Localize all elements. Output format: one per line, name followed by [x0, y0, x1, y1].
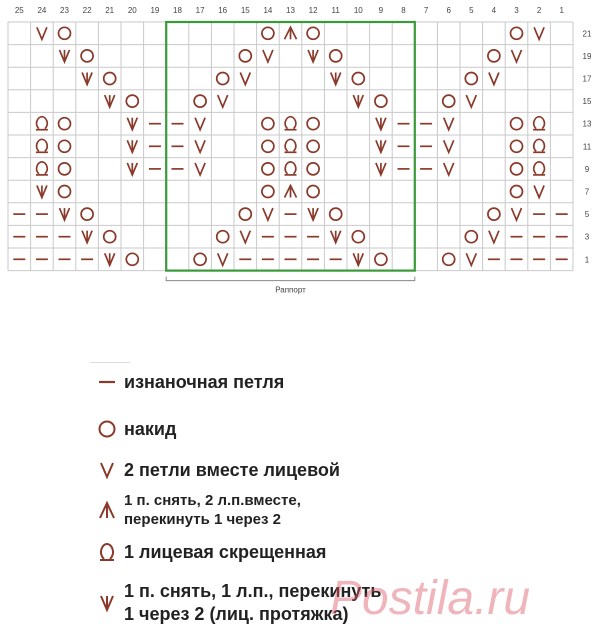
k2tog-mark: [240, 73, 250, 85]
column-number: 11: [331, 6, 340, 15]
yarnover-mark: [307, 27, 319, 39]
column-number: 20: [127, 6, 137, 15]
yarnover-mark: [59, 140, 71, 152]
column-number: 25: [14, 6, 24, 15]
yarnover-mark: [330, 50, 342, 62]
column-number: 18: [173, 6, 182, 15]
yarnover-mark: [262, 27, 274, 39]
yarnover-mark: [307, 140, 319, 152]
yarnover-mark: [217, 231, 229, 243]
yarnover-mark: [511, 186, 523, 198]
k2tog-mark: [195, 140, 205, 152]
chart-grid: [0, 0, 600, 300]
column-number: 2: [536, 6, 542, 15]
yarnover-mark: [217, 73, 229, 85]
twisted-knit-mark: [37, 117, 48, 129]
twisted-knit-mark: [37, 139, 48, 151]
yarnover-mark: [443, 253, 455, 265]
yarnover-mark: [126, 95, 138, 107]
yarnover-mark: [352, 231, 364, 243]
k2tog-mark: [534, 27, 544, 39]
legend-label-decrease-line1: 1 п. снять, 2 л.п.вместе,: [124, 492, 301, 509]
v-k2tog-icon: [90, 455, 124, 485]
yarnover-mark: [511, 27, 523, 39]
yarnover-mark: [239, 50, 251, 62]
k2tog-mark: [195, 163, 205, 175]
twisted-knit-mark: [285, 162, 296, 174]
yarnover-mark: [488, 208, 500, 220]
row-number: 19: [582, 51, 592, 61]
row-number: 17: [582, 74, 592, 84]
yarnover-mark: [262, 186, 274, 198]
column-number: 15: [240, 6, 250, 15]
yarnover-mark: [262, 118, 274, 130]
k2tog-mark: [466, 253, 476, 265]
k2tog-mark: [512, 208, 522, 220]
row-number: 1: [584, 255, 590, 265]
yarnover-mark: [59, 163, 71, 175]
column-number: 24: [37, 6, 47, 15]
yarnover-mark: [81, 208, 93, 220]
yarnover-mark: [511, 118, 523, 130]
column-number: 13: [286, 6, 295, 15]
legend-label-twisted: 1 лицевая скрещенная: [124, 541, 327, 562]
yarnover-mark: [59, 118, 71, 130]
yarnover-mark: [307, 186, 319, 198]
row-number: 9: [584, 164, 590, 174]
yarnover-mark: [375, 95, 387, 107]
legend-label-yarnover: накид: [124, 418, 177, 439]
k2tog-mark: [263, 50, 273, 62]
row-number: 21: [582, 29, 592, 39]
knitting-chart: [0, 0, 600, 300]
yarnover-mark: [262, 140, 274, 152]
k2tog-mark: [534, 186, 544, 198]
row-number: 7: [584, 187, 590, 197]
yarnover-mark: [352, 73, 364, 85]
yarnover-mark: [465, 231, 477, 243]
column-number: 9: [378, 6, 384, 15]
yarnover-mark: [81, 50, 93, 62]
yarnover-mark: [194, 95, 206, 107]
k2tog-mark: [263, 208, 273, 220]
yarnover-mark: [194, 253, 206, 265]
yarnover-mark: [126, 253, 138, 265]
watermark-logo: [330, 568, 600, 628]
yarnover-mark: [262, 163, 274, 175]
column-number: 1: [559, 6, 564, 15]
column-number: 23: [60, 6, 69, 15]
yarnover-mark: [307, 118, 319, 130]
yarnover-mark: [330, 208, 342, 220]
yarnover-mark: [104, 231, 116, 243]
column-number: 10: [353, 6, 363, 15]
yarnover-mark: [59, 186, 71, 198]
column-number: 22: [82, 6, 92, 15]
row-number: 15: [582, 97, 592, 107]
legend-item-yarnover: [90, 414, 176, 444]
legend-item-twisted: [90, 537, 326, 567]
column-number: 6: [446, 6, 451, 15]
k2tog-mark: [37, 27, 47, 39]
legend-label-k2tog: 2 петли вместе лицевой: [124, 459, 340, 480]
yarnover-mark: [443, 95, 455, 107]
k2tog-mark: [444, 163, 454, 175]
row-number: 3: [584, 232, 590, 242]
k2tog-mark: [512, 50, 522, 62]
column-number: 21: [105, 6, 115, 15]
column-number: 19: [150, 6, 160, 15]
legend-label-slip-line2: 1 через 2 (лиц. протяжка): [124, 604, 349, 624]
column-number: 14: [263, 6, 273, 15]
k2tog-mark: [444, 118, 454, 130]
legend-label-decrease-line2: перекинуть 1 через 2: [124, 511, 281, 528]
legend-item-decrease: [90, 490, 301, 530]
repeat-bracket: [166, 277, 415, 281]
column-number: 4: [491, 6, 497, 15]
k2tog-mark: [489, 73, 499, 85]
twisted-knit-icon: [90, 537, 124, 567]
twisted-knit-mark: [534, 162, 545, 174]
column-number: 5: [469, 6, 474, 15]
yarnover-mark: [511, 140, 523, 152]
k2tog-mark: [218, 95, 228, 107]
row-number: 11: [582, 142, 592, 152]
twisted-knit-mark: [37, 162, 48, 174]
twisted-knit-mark: [285, 117, 296, 129]
column-number: 17: [195, 6, 205, 15]
yarnover-mark: [239, 208, 251, 220]
legend-label-purl: изнаночная петля: [124, 371, 285, 392]
k2tog-mark: [489, 231, 499, 243]
column-number: 16: [218, 6, 228, 15]
legend-item-k2tog: [90, 455, 340, 485]
svg-text:Postila.ru: Postila.ru: [330, 572, 531, 625]
k2tog-mark: [218, 253, 228, 265]
yarnover-mark: [511, 163, 523, 175]
yarnover-mark: [104, 73, 116, 85]
twisted-knit-mark: [534, 139, 545, 151]
yarnover-mark: [375, 253, 387, 265]
column-number: 7: [423, 6, 429, 15]
yarnover-mark: [488, 50, 500, 62]
k2tog-mark: [240, 231, 250, 243]
twisted-knit-mark: [534, 117, 545, 129]
legend-label-slip-line1: 1 п. снять, 1 л.п., перекинуть: [124, 581, 382, 601]
circle-yarnover-icon: [90, 414, 124, 444]
column-number: 8: [401, 6, 406, 15]
purl-dash-icon: [90, 367, 124, 397]
row-number: 5: [584, 210, 590, 220]
yarnover-mark: [465, 73, 477, 85]
column-number: 3: [514, 6, 519, 15]
legend-item-purl: [90, 367, 284, 397]
column-number: 12: [308, 6, 318, 15]
k2tog-mark: [195, 118, 205, 130]
repeat-label: Раппорт: [275, 285, 306, 295]
twisted-knit-mark: [285, 139, 296, 151]
v-slip-icon: [90, 588, 124, 618]
yarnover-mark: [307, 163, 319, 175]
k2tog-mark: [466, 95, 476, 107]
lambda-decrease-icon: [90, 495, 124, 525]
yarnover-mark: [59, 27, 71, 39]
k2tog-mark: [444, 140, 454, 152]
legend-divider: [90, 362, 130, 363]
row-number: 13: [582, 119, 592, 129]
